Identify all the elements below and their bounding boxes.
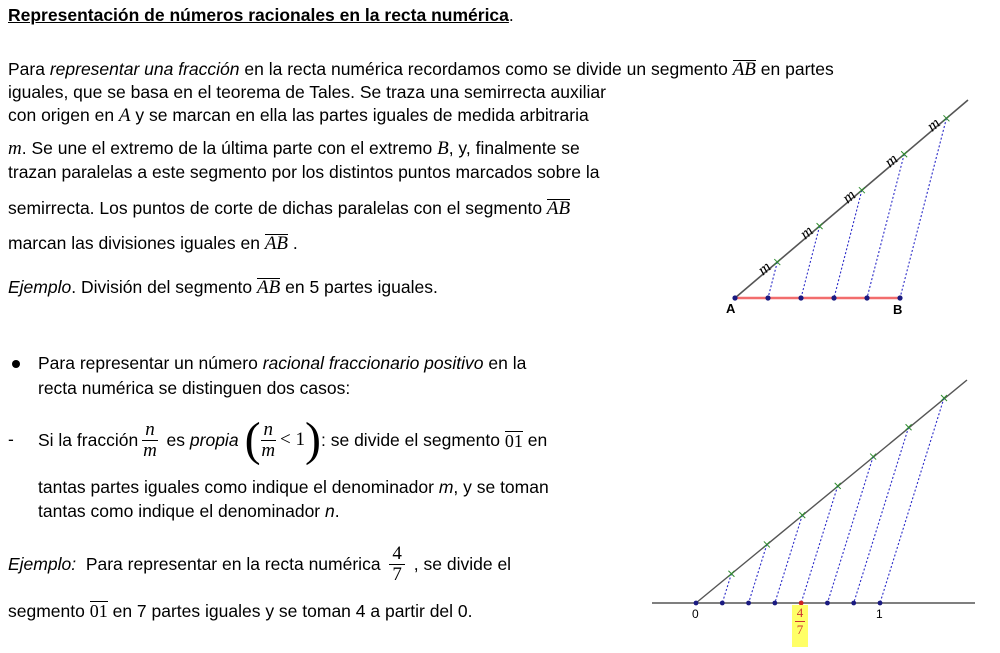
division-point [878, 601, 883, 606]
label-m: m [754, 258, 775, 279]
division-point [765, 295, 770, 300]
parallel-line [867, 154, 904, 298]
ray-mark [870, 454, 876, 460]
tick-label-0: 0 [692, 607, 699, 621]
paragraph-line: iguales, que se basa en el teorema de Tales. Se traza una semirrecta auxiliar [8, 82, 606, 102]
parallel-line [880, 398, 944, 603]
case-1-line: tantas como indique el denominador n. [38, 501, 340, 521]
segment-ab: AB [264, 233, 289, 254]
fraction-4-7-label: $\frac{4}{7}$ [796, 605, 804, 637]
ray-mark [906, 424, 912, 430]
case-dash: - [8, 429, 14, 449]
parallel-line [775, 515, 802, 603]
parallel-line [801, 486, 838, 603]
parallel-line [854, 427, 909, 603]
bullet-line: Para representar un número racional fraccionario positivo en la [38, 353, 527, 373]
thales-figure-number-line [652, 380, 975, 605]
division-point [864, 295, 869, 300]
label-m: m [839, 186, 860, 208]
example-1: Ejemplo. División del segmento AB en 5 partes iguales. [8, 277, 438, 298]
page-title: Representación de números racionales en la recta numérica. [8, 5, 514, 25]
division-point [798, 295, 803, 300]
paragraph-line: semirrecta. Los puntos de corte de dichas paralelas con el segmento AB [8, 198, 571, 219]
paragraph-line: trazan paralelas a este segmento por los distintos puntos marcados sobre la [8, 162, 600, 182]
fraction-4-7: $\frac{4}{7}$ [389, 544, 405, 585]
ray-mark [835, 483, 841, 489]
thales-figure-ab [732, 100, 968, 301]
ray-mark [774, 259, 780, 265]
division-point [694, 601, 699, 606]
label-m: m [881, 150, 902, 172]
segment-ab: AB [546, 198, 571, 219]
fraction-n-m: $\frac{n}{m}$ [143, 418, 157, 461]
parallel-line [834, 190, 862, 298]
label-m: m [923, 114, 944, 136]
paragraph-line: con origen en A y se marcan en ella las partes iguales de medida arbitraria [8, 105, 589, 126]
auxiliary-ray [696, 380, 967, 603]
ray-mark [859, 187, 865, 193]
segment-01: 01 [89, 601, 108, 621]
division-point [831, 295, 836, 300]
label-m: m [797, 222, 817, 243]
example-2: Ejemplo: Para representar en la recta numérica $\frac{4}{7}$ , se divide el [8, 542, 512, 585]
case-1-line: Si la fracción $\frac{n}{m}$ es propia ( $\frac{n}{m}$ < 1 ) : se divide el segmento 01 en [38, 413, 548, 466]
division-point [897, 295, 902, 300]
fraction-n-m: $\frac{n}{m}$ [261, 418, 276, 461]
division-point [772, 601, 777, 606]
segment-ab: AB [732, 59, 756, 80]
division-point [825, 601, 830, 606]
point-label-b: B [893, 302, 903, 317]
segment-ab: AB [257, 277, 281, 298]
paragraph-line: Para representar una fracción en la recta numérica recordamos como se divide un segmento AB en partes [8, 59, 834, 80]
ray-mark [799, 512, 805, 518]
tick-label-1: 1 [876, 607, 883, 621]
parallel-line [900, 118, 946, 298]
parallel-line [827, 457, 873, 603]
division-point [732, 295, 737, 300]
ray-mark [764, 541, 770, 547]
segment-01: 01 [504, 430, 523, 451]
parallel-line [749, 544, 767, 603]
paragraph-line: m. Se une el extremo de la última parte con el extremo B, y, finalmente se [8, 138, 580, 159]
highlight-four-sevenths [792, 605, 808, 647]
point-label-a: A [726, 301, 736, 316]
division-point [851, 601, 856, 606]
example-2-line: segmento 01 en 7 partes iguales y se toman 4 a partir del 0. [8, 601, 473, 621]
division-point [720, 601, 725, 606]
ray-mark [901, 151, 907, 157]
ray-mark [943, 115, 949, 121]
case-1-line: tantas partes iguales como indique el denominador m, y se toman [38, 477, 549, 497]
paragraph-line: marcan las divisiones iguales en AB . [8, 233, 298, 254]
ray-mark [728, 571, 734, 577]
bullet-line: recta numérica se distinguen dos casos: [38, 378, 351, 398]
division-point [746, 601, 751, 606]
ray-mark [817, 223, 823, 229]
